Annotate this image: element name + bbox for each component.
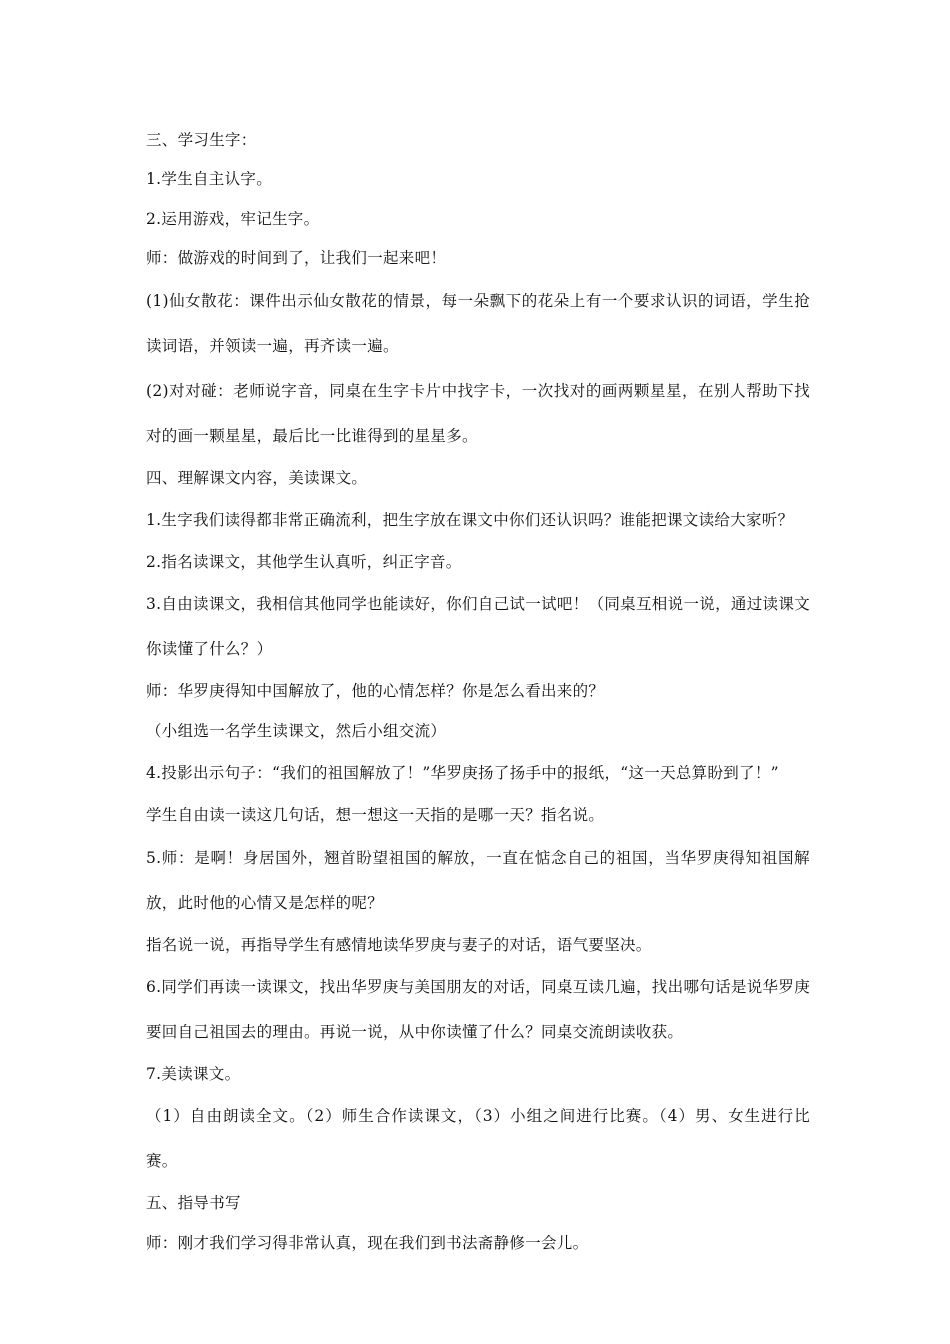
paragraph-12: 4.投影出示句子：“我们的祖国解放了！”华罗庚扬了扬手中的报纸，“这一天总算盼到了！” <box>146 764 779 783</box>
section-heading-3: 三、学习生字： <box>146 131 257 149</box>
paragraph-10: 师：华罗庚得知中国解放了，他的心情怎样？你是怎么看出来的？ <box>146 682 605 701</box>
section-heading-4: 四、理解课文内容，美读课文。 <box>146 468 368 487</box>
paragraph-15: 指名说一说，再指导学生有感情地读华罗庚与妻子的对话，语气要坚决。 <box>146 935 652 954</box>
paragraph-5: (2)对对碰：老师说字音，同桌在生字卡片中找字卡，一次找对的画两颗星星，在别人帮助下找对的画一颗星星，最后比一比谁得到的星星多。 <box>146 381 810 445</box>
paragraph-2: 2.运用游戏，牢记生字。 <box>146 209 320 228</box>
paragraph-14: 5.师：是啊！身居国外，翘首盼望祖国的解放，一直在惦念自己的祖国，当华罗庚得知祖国解放，此时他的心情又是怎样的呢？ <box>146 848 810 912</box>
section-heading-5: 五、指导书写 <box>146 1194 241 1213</box>
paragraph-8: 2.指名读课文，其他学生认真听，纠正字音。 <box>146 553 462 572</box>
paragraph-20: 师：刚才我们学习得非常认真，现在我们到书法斋静修一会儿。 <box>146 1233 589 1252</box>
paragraph-1: 1.学生自主认字。 <box>146 170 272 189</box>
paragraph-18: （1）自由朗读全文。（2）师生合作读课文，（3）小组之间进行比赛。（4）男、女生进行比赛。 <box>146 1107 810 1171</box>
paragraph-16: 6.同学们再读一读课文，找出华罗庚与美国朋友的对话，同桌互读几遍，找出哪句话是说华罗庚要回自己祖国去的理由。再说一说，从中你读懂了什么？同桌交流朗读收获。 <box>146 978 810 1042</box>
paragraph-9: 3.自由读课文，我相信其他同学也能读好，你们自己试一试吧！（同桌互相说一说，通过读课文你读懂了什么？） <box>146 595 810 659</box>
paragraph-13: 学生自由读一读这几句话，想一想这一天指的是哪一天？指名说。 <box>146 806 605 825</box>
paragraph-7: 1.生字我们读得都非常正确流利，把生字放在课文中你们还认识吗？谁能把课文读给大家听？ <box>146 511 794 530</box>
document-body <box>146 121 810 1263</box>
paragraph-11: （小组选一名学生读课文，然后小组交流） <box>146 721 447 740</box>
paragraph-4: (1)仙女散花：课件出示仙女散花的情景，每一朵飘下的花朵上有一个要求认识的词语，学生抢读词语，并领读一遍，再齐读一遍。 <box>146 291 810 355</box>
paragraph-3: 师：做游戏的时间到了，让我们一起来吧！ <box>146 249 447 268</box>
paragraph-17: 7.美读课文。 <box>146 1065 241 1084</box>
